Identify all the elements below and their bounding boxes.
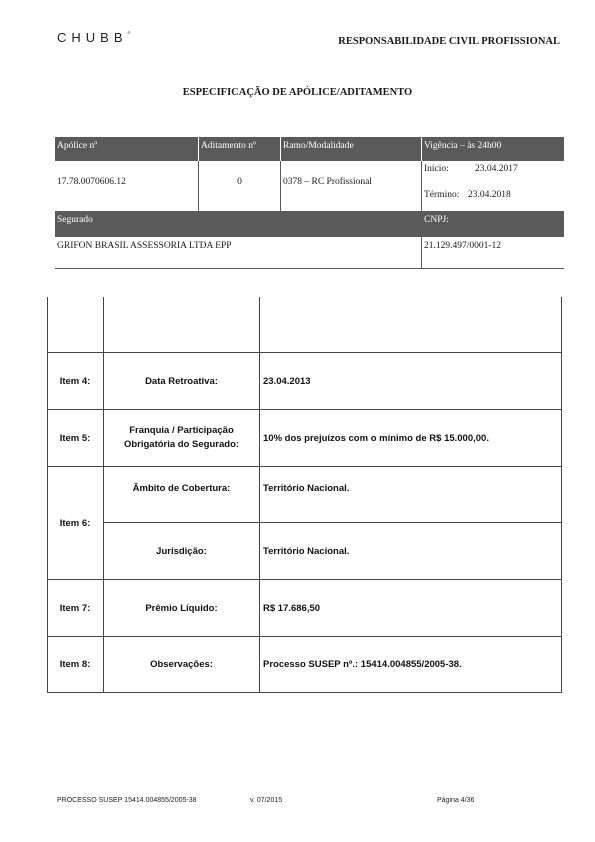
item-7-value: R$ 17.686,50 (263, 602, 321, 614)
divider (280, 161, 281, 211)
item-6-value-a: Território Nacional. (263, 482, 350, 494)
footer-page-number: Página 4/36 (437, 797, 475, 804)
divider (259, 297, 260, 693)
item-8-value: Processo SUSEP nº.: 15414.004855/2005-38. (263, 659, 462, 670)
item-8-field: Observações: (150, 659, 213, 670)
item-8-label: Item 8: (59, 659, 91, 670)
item-5-value: 10% dos prejuízos com o mínimo de R$ 15.000,00. (263, 432, 489, 444)
divider (47, 692, 562, 693)
item-6-value-b: Território Nacional. (263, 545, 350, 557)
inicio-date: 23.04.2017 (475, 164, 518, 174)
header-ramo: Ramo/Modalidade (281, 137, 421, 161)
item-7-label: Item 7: (59, 602, 91, 614)
divider (421, 161, 422, 268)
document-title: RESPONSABILIDADE CIVIL PROFISSIONAL (338, 36, 560, 47)
item-4-label: Item 4: (59, 375, 91, 387)
item-6-label: Item 6: (59, 517, 91, 529)
header-segurado: Segurado (55, 211, 421, 237)
divider (561, 297, 562, 693)
registered-mark: ® (127, 30, 131, 35)
termino-label: Término: (424, 190, 460, 200)
header-aditamento: Aditamento nº (199, 137, 280, 161)
item-6-field-b: Jurisdição: (156, 545, 207, 557)
divider (198, 161, 199, 211)
item-7-field: Prêmio Líquido: (145, 602, 218, 614)
apolice-number: 17.78.0070606.12 (57, 177, 126, 187)
item-5-field (104, 410, 259, 466)
item-4-value: 23.04.2013 (263, 375, 311, 387)
chubb-logo: CHUBB® (57, 30, 131, 45)
item-6-field-a: Âmbito de Cobertura: (132, 482, 231, 494)
aditamento-number: 0 (237, 177, 242, 187)
header-apolice: Apólice nº (55, 137, 198, 161)
spec-title: ESPECIFICAÇÃO DE APÓLICE/ADITAMENTO (182, 87, 413, 98)
item-5-label: Item 5: (59, 432, 91, 444)
segurado-name: GRIFON BRASIL ASSESSORIA LTDA EPP (57, 241, 232, 251)
footer-process: PROCESSO SUSEP 15414.004855/2005-38 (57, 797, 197, 804)
ramo-modalidade: 0378 – RC Profissional (283, 177, 372, 187)
item-4-field: Data Retroativa: (145, 375, 218, 387)
footer-version: v. 07/2015 (250, 797, 283, 804)
items-table (47, 297, 562, 693)
divider (55, 268, 564, 269)
header-cnpj: CNPJ: (422, 211, 564, 237)
inicio-label: Início: (424, 164, 449, 174)
item-5-field-line1: Franquia / Participação (129, 425, 234, 436)
item-5-field-line2: Obrigatória do Segurado: (123, 439, 240, 450)
cnpj-number: 21.129.497/0001-12 (424, 241, 502, 251)
termino-date: 23.04.2018 (468, 190, 511, 200)
header-vigencia: Vigência – às 24h00 (422, 137, 564, 161)
